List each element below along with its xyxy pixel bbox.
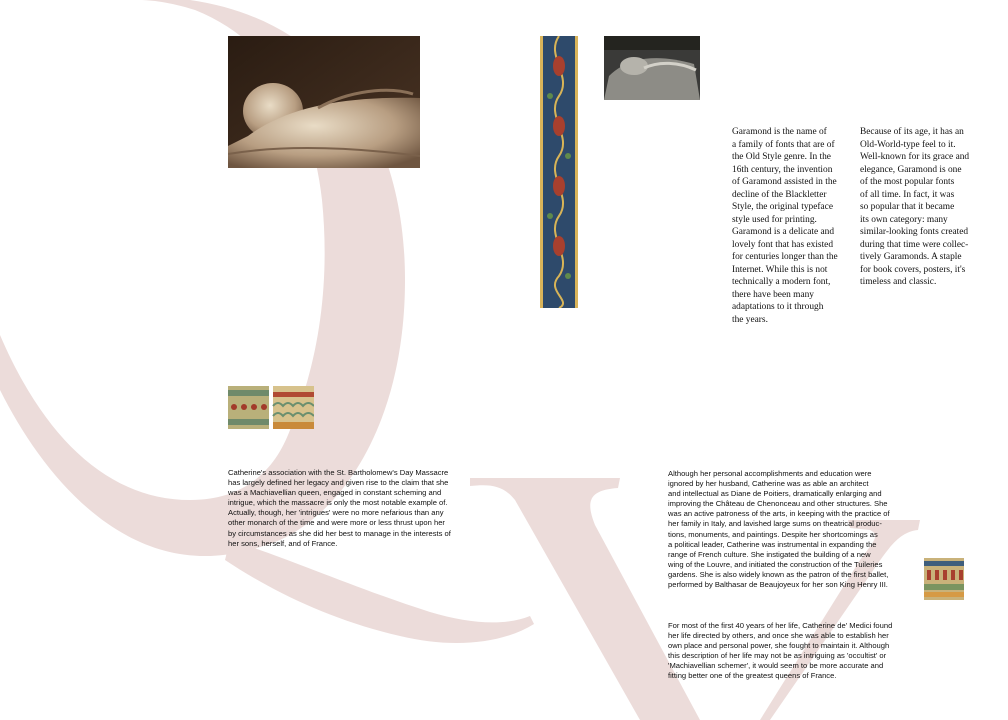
watermark-q-tail	[225, 540, 534, 643]
massacre-paragraph: Catherine's association with the St. Bartholomew's Day Massacre has largely defined her legacy and given rise to the claim that she was a Machiavellian queen, engaged in constant scheming and intrigue, which the massacre is only the most notable example of. Actually, though, her 'intrigues' were no more nefarious than any other monarch of the time and were more or less thrust upon her by circumstances as she did her best to manage in the interests of her sons, herself, and of France.	[228, 468, 451, 548]
tomb-photo-image	[604, 36, 700, 100]
pattern-swatches-image	[228, 386, 314, 429]
pattern-swatch-small-image	[924, 558, 964, 600]
accomplishments-paragraph: Although her personal accomplishments and education were ignored by her husband, Catherine was as able an architect and intellectual as Diane de Poitiers, dramatically enlarging and improving the Château de Chenonceau and other structures. She was an active patroness of the arts, in keeping with the practice of her family in Italy, and lavished large sums on theatrical produc- tions, monuments, and paintings. Despite her shortcomings as a political leader, Catherine was instrumental in expanding the range of French culture. She instigated the building of a new wing of the Louvre, and initiated the construction of the Tuileries gardens. She is also widely known as the patron of the first ballet, performed by Balthasar de Beaujoyeux for her son King Henry III.	[668, 469, 890, 590]
garamond-text-column-1: Garamond is the name of a family of fonts that are of the Old Style genre. In the 16th century, the invention of Garamond assisted in the decline of the Blackletter Style, the original typeface style used for printing. Garamond is a delicate and lovely font that has existed for centuries longer than the Internet. While this is not technically a modern font, there have been many adaptations to it through the years.	[732, 127, 838, 325]
garamond-text-column-2: Because of its age, it has an Old-World-type feel to it. Well-known for its grace and elegance, Garamond is one of the most popular fonts of all time. In fact, it was so popular that it became its own category: many similar-looking fonts created during that time were collec- tively Garamonds. A staple for book covers, posters, it's timeless and classic.	[860, 127, 970, 287]
ornamental-strip-image	[540, 36, 578, 308]
watermark-v-left	[470, 478, 700, 720]
marble-effigy-image	[228, 36, 420, 168]
first-forty-years-paragraph: For most of the first 40 years of her life, Catherine de' Medici found her life directed by others, and once she was able to establish her own place and personal power, she fought to maintain it. Although this description of her life may not be as intriguing as 'occultist' or 'Machiavellian schemer', it would seem to be more accurate and fitting better one of the greatest queens of France.	[668, 621, 893, 681]
